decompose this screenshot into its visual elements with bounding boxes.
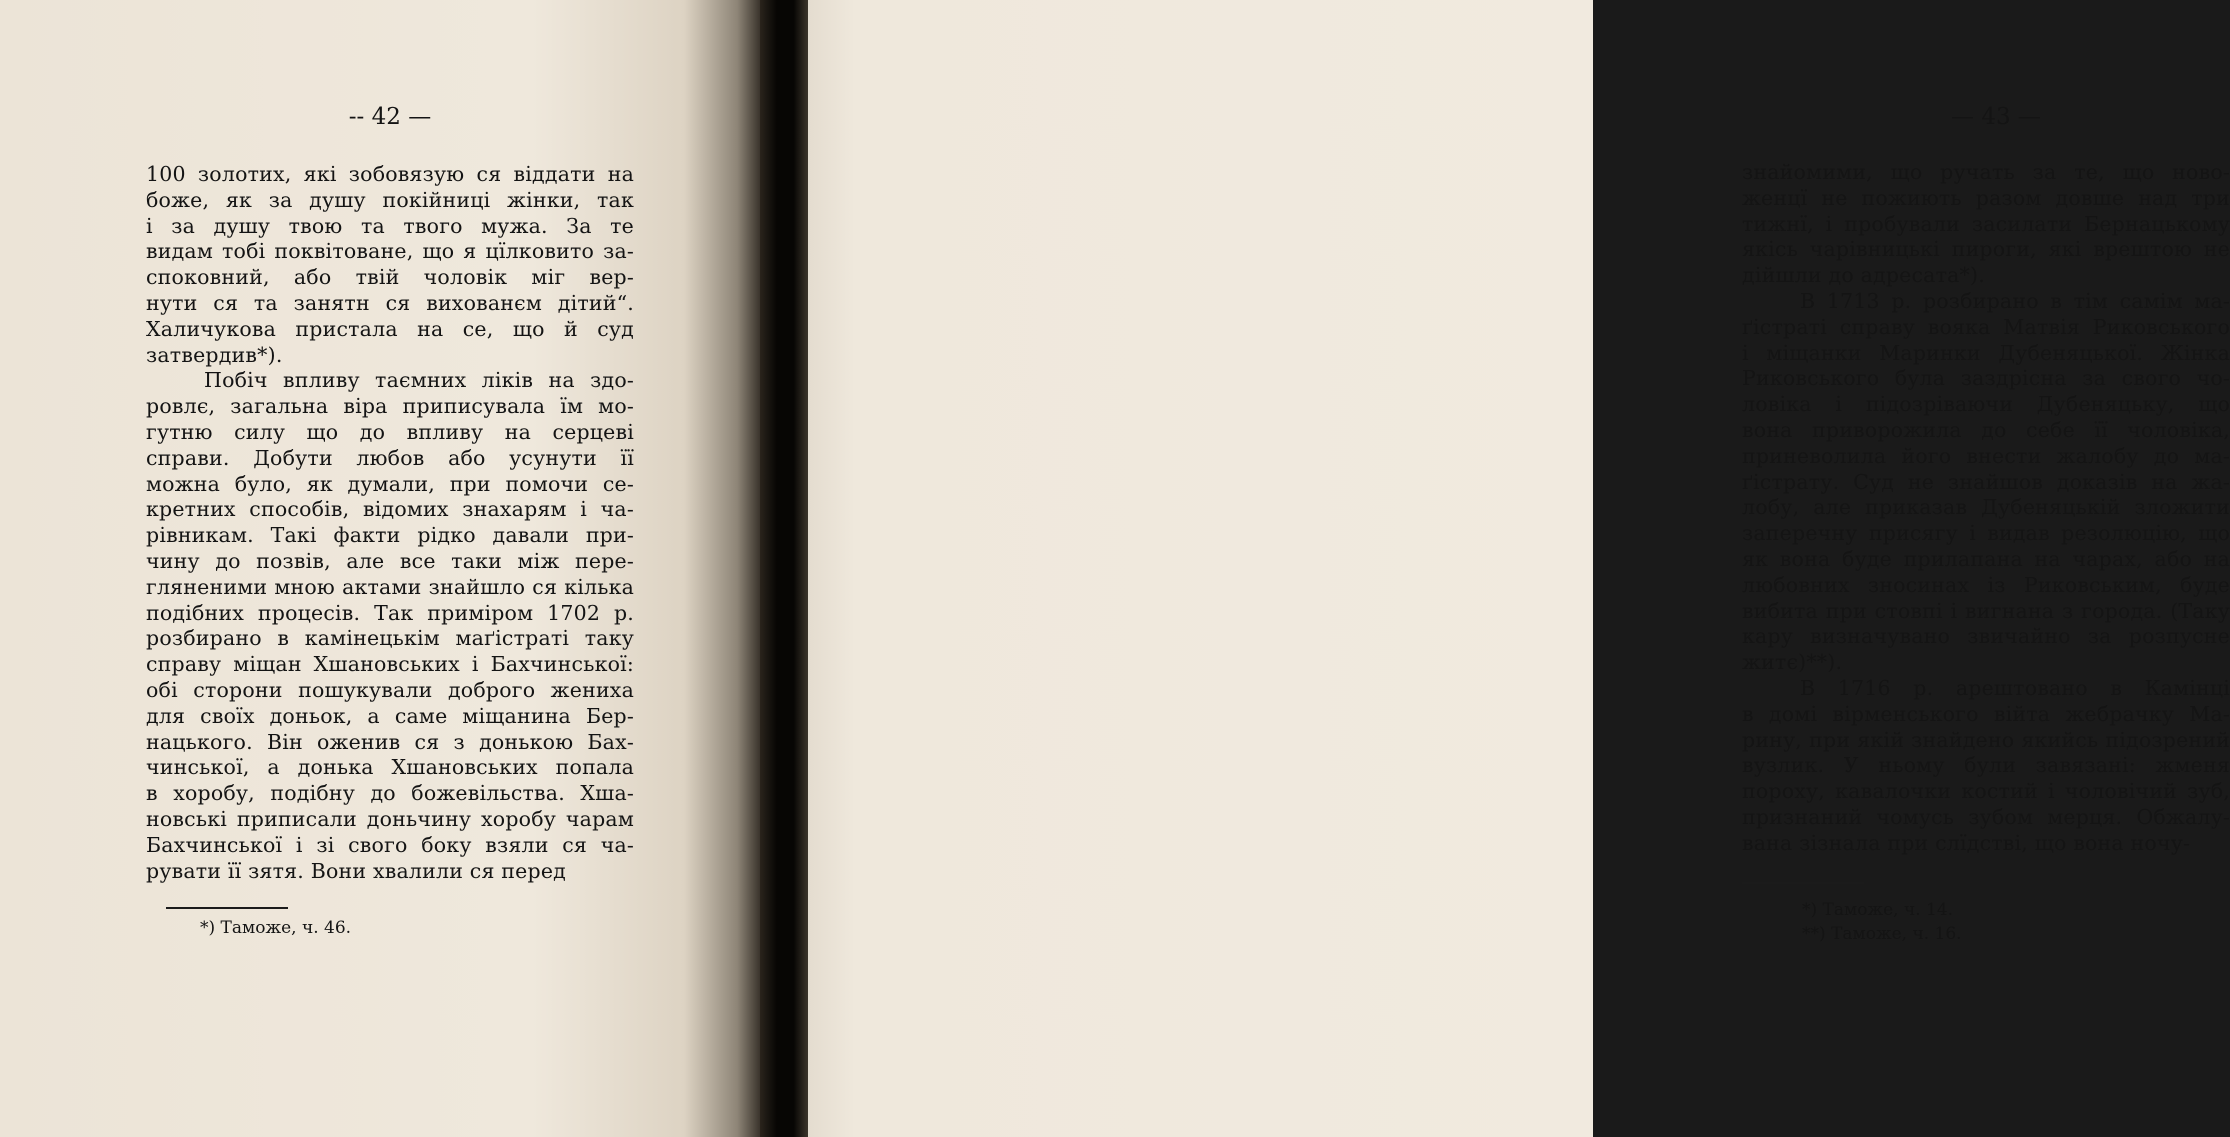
text-line: чинської, а донька Хшановських попала <box>146 755 634 780</box>
text-line: Побіч впливу таємних ліків на здо- <box>204 368 634 393</box>
text-line: Халичукова пристала на се, що й суд <box>146 316 634 341</box>
text-line: нути ся та занятн ся вихованєм дітий“. <box>146 290 634 315</box>
text-line: рівникам. Такі факти рідко давали при- <box>146 523 634 548</box>
text-line: ґістрату. Суд не знайшов доказів на жа- <box>1742 469 2230 494</box>
text-line: можна було, як думали, при помочи се- <box>146 471 634 496</box>
text-line: ровлє, загальна віра приписувала їм мо- <box>146 394 634 419</box>
text-line: справи. Добути любов або усунути її <box>146 445 634 470</box>
text-line: і міщанки Маринки Дубеняцької. Жінка <box>1742 340 2230 365</box>
left-page-text <box>146 162 634 884</box>
text-line: споковний, або твій чоловік міг вер- <box>146 265 634 290</box>
text-line: ловіка і підозріваючи Дубеняцьку, що <box>1742 392 2230 417</box>
text-line: тижнї, і пробували засилати Бернацькому <box>1742 211 2230 236</box>
text-line: затвердив*). <box>146 342 283 367</box>
text-line: обі сторони пошукували доброго жениха <box>146 677 634 702</box>
text-line: якісь чарівницькі пироги, які врештою не <box>1742 237 2230 262</box>
footnote: **) Таможе, ч. 16. <box>1802 924 1962 944</box>
text-line: як вона буде прилапана на чарах, або на <box>1742 546 2230 571</box>
text-line: знайомими, що ручать за те, що ново- <box>1742 160 2230 184</box>
text-line: 100 золотих, які зобовязую ся віддати на <box>146 162 634 186</box>
text-line: кретних способів, відомих знахарям і ча- <box>146 497 634 522</box>
footnote: *) Таможе, ч. 14. <box>1802 900 1954 920</box>
text-line: заперечну присягу і видав резолюцію, що <box>1742 521 2230 546</box>
page-number-right: — 43 — <box>1951 104 2041 130</box>
text-line: і за душу твою та твого мужа. За те <box>146 213 634 238</box>
text-line: рувати її зятя. Вони хвалили ся перед <box>146 858 566 883</box>
text-line: В 1713 р. розбирано в тім самім ма- <box>1800 288 2230 313</box>
footnote-rule-right <box>1742 882 1864 884</box>
text-line: кару визначувано звичайно за розпусне <box>1742 624 2230 649</box>
footnote-rule-left <box>166 907 288 909</box>
left-page <box>0 0 760 1137</box>
text-line: лобу, але приказав Дубеняцькій зложити <box>1742 495 2230 520</box>
text-line: вибита при стовпі і вигнана з города. (Таку <box>1742 598 2230 623</box>
text-line: Бахчинської і зі свого боку взяли ся ча- <box>146 832 634 857</box>
text-line: в хоробу, подібну до божевільства. Хша- <box>146 781 634 806</box>
text-line: для своїх доньок, а саме міщанина Бер- <box>146 703 634 728</box>
footnotes-left <box>200 916 351 940</box>
book-gutter <box>760 0 808 1137</box>
text-line: рину, при якій знайдено якийсь підозрений <box>1742 727 2230 752</box>
text-line: пороху, кавалочки костий і чоловічий зуб, <box>1742 779 2230 804</box>
text-line: гутню силу що до впливу на серцеві <box>146 419 634 444</box>
text-line: подібних процесів. Так приміром 1702 р. <box>146 600 634 625</box>
text-line: ґістраті справу вояка Матвія Риковського <box>1742 314 2230 339</box>
text-line: видам тобі поквітоване, що я цїлковито за- <box>146 239 634 264</box>
text-line: гляненими мною актами знайшло ся кілька <box>146 574 634 599</box>
text-line: в домі вірменського війта жебрачку Ма- <box>1742 701 2230 726</box>
text-line: чину до позвів, але все таки між пере- <box>146 548 634 573</box>
text-line: В 1716 р. арештовано в Камінці <box>1800 675 2230 700</box>
page-number-left: -- 42 — <box>348 104 432 130</box>
text-line: любовних зносинах із Риковським, буде <box>1742 572 2230 597</box>
text-line: женцї не пожиють разом довше над три <box>1742 185 2230 210</box>
text-line: вана зізнала при слїдстві, що вона ночу- <box>1742 830 2191 855</box>
text-line: дійшли до адресата*). <box>1742 263 1985 288</box>
text-line: розбирано в камінецькім маґістраті таку <box>146 626 634 651</box>
right-page <box>808 0 2230 1137</box>
text-line: житє)**). <box>1742 650 1843 675</box>
text-line: приневолила його внести жалобу до ма- <box>1742 443 2230 468</box>
text-line: признаний чомусь зубом мерця. Обжалу- <box>1742 804 2230 829</box>
text-line: вузлик. У ньому були завязані: жменя <box>1742 753 2230 778</box>
text-line: справу міщан Хшановських і Бахчинської: <box>146 652 634 677</box>
text-line: нацького. Він оженив ся з донькою Бах- <box>146 729 634 754</box>
footnotes-right <box>1802 898 1962 946</box>
text-line: вона приворожила до себе її чоловіка, <box>1742 417 2230 442</box>
text-line: Риковського була заздрісна за свого чо- <box>1742 366 2230 391</box>
right-page-text <box>1742 160 2230 857</box>
text-line: новські приписали доньчину хоробу чарам <box>146 806 634 831</box>
text-line: боже, як за душу покійниці жінки, так <box>146 187 634 212</box>
footnote: *) Таможе, ч. 46. <box>200 918 352 938</box>
